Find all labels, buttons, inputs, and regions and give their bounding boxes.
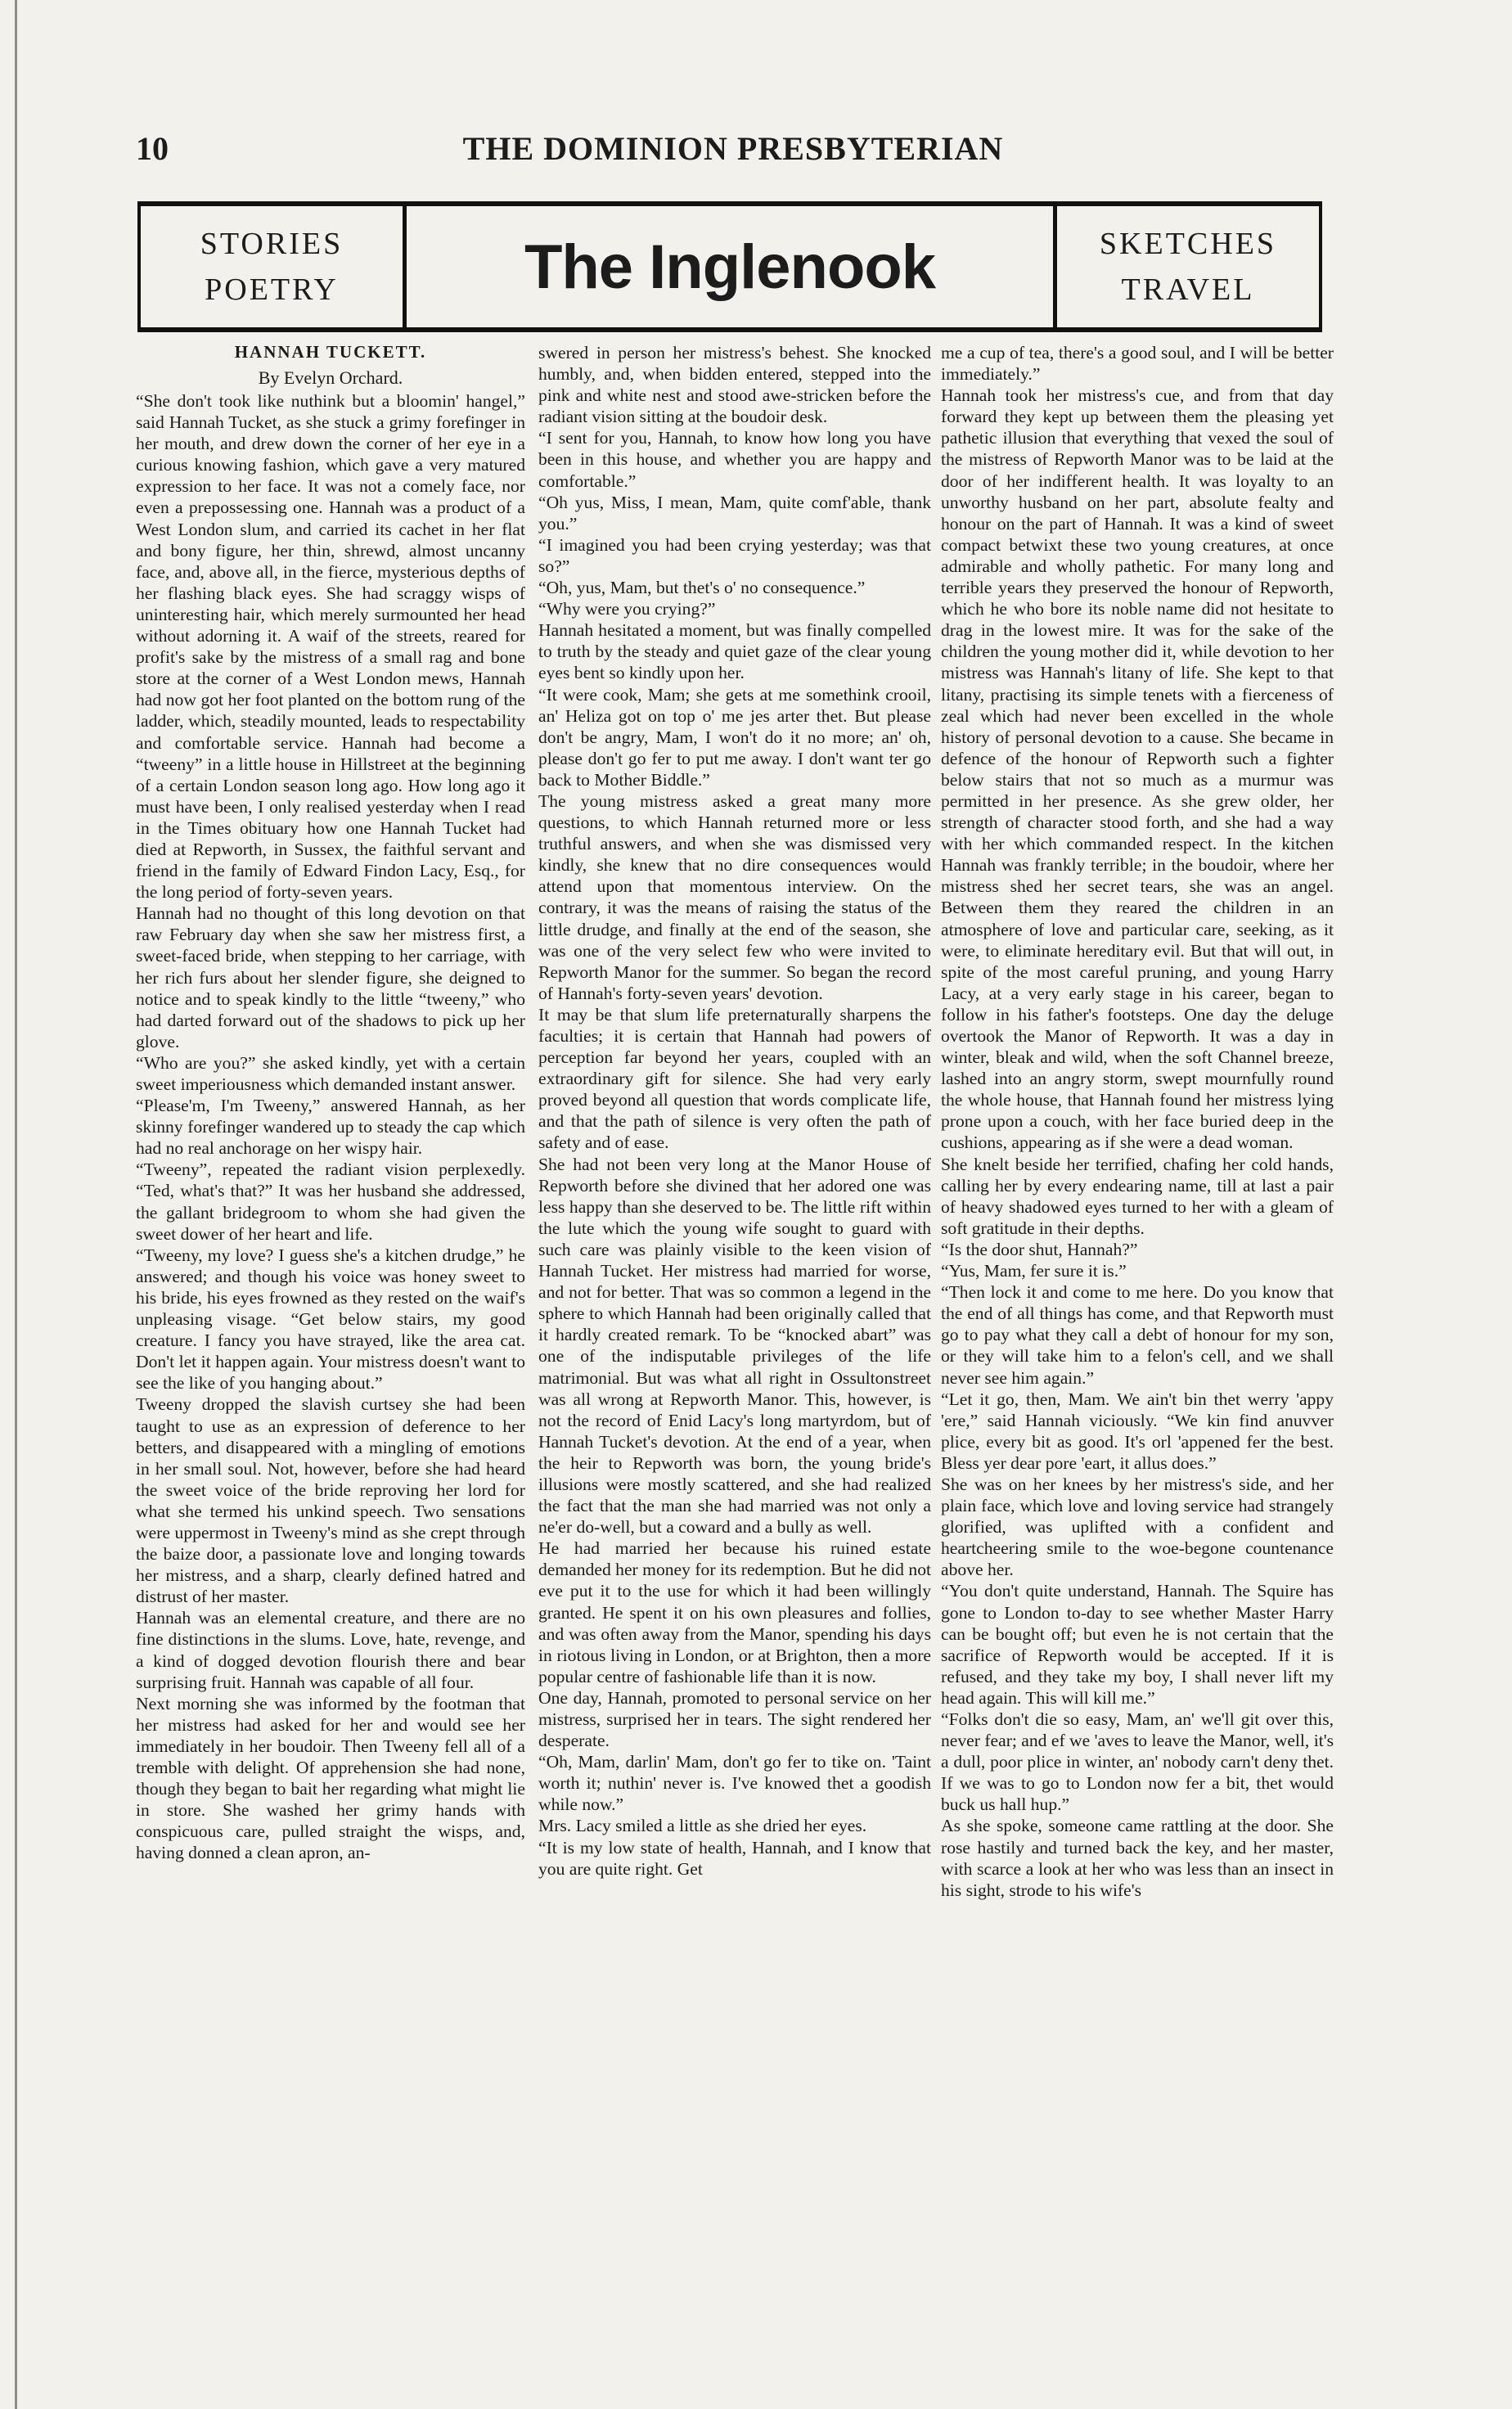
masthead-label-poetry: POETRY [205,272,339,307]
publication-title: THE DOMINION PRESBYTERIAN [462,130,1004,167]
article-column-1 [136,342,525,2273]
story-byline: By Evelyn Orchard. [258,367,403,388]
section-masthead [137,201,1322,332]
story-title: HANNAH TUCKETT. [234,342,427,362]
column-2-text: swered in person her mistress's behest. She knocked humbly, and, when bidden entered, stepped into the pink and white nest and stood awe-stricken before the radiant vision sitting at the boudoir desk. “I sent for you, Hannah, to know how long you have been in this house, and whether you are happy and comfortable.” “Oh yus, Miss, I mean, Mam, quite comf'able, thank you.” “I imagined you had been crying yesterday; was that so?” “Oh, yus, Mam, but thet's o' no consequence.” “Why were you crying?” Hannah hesitated a moment, but was finally compelled to truth by the steady and quiet gaze of the clear young eyes bent so kindly upon her. “It were cook, Mam; she gets at me somethink crooil, an' Heliza got on top o' me jes arter thet. But please don't be angry, Mam, I won't do it no more; an' oh, please don't go fer to put me away. I don't want ter go back to Mother Biddle.” The young mistress asked a great many more questions, to which Hannah returned more or less truthful answers, and when she was dismissed very kindly, she knew that no dire consequences would attend upon that momentous interview. On the contrary, it was the means of raising the status of the little drudge, and finally at the end of the season, she was one of the very select few who were invited to Repworth Manor for the summer. So began the record of Hannah's forty-seven years' devotion. It may be that slum life preternaturally sharpens the faculties; it is certain that Hannah had powers of perception far beyond her years, coupled with an extraordinary gift for silence. She had very early proved beyond all question that words complicate life, and that the path of silence is very often the path of safety and of ease. She had not been very long at the Manor House of Repworth before she divined that her adored one was less happy than she deserved to be. The little rift within the lute which the young wife sought to guard with such care was plainly visible to the keen vision of Hannah Tucket. Her mistress had married for worse, and not for better. That was so common a legend in the sphere to which Hannah had been originally called that it hardly created remark. To be “knocked abart” was one of the indisputable privileges of the life matrimonial. But was what all right in Ossultonstreet was all wrong at Repworth Manor. This, however, is not the record of Enid Lacy's long martyrdom, but of Hannah Tucket's devotion. At the end of a year, when the heir to Repworth was born, the young bride's illusions were mostly scattered, and she had realized the fact that the man she had married was not only a ne'er do-well, but a coward and a bully as well. He had married her because his ruined estate demanded her money for its redemption. But he did not eve put it to the use for which it had been willingly granted. He spent it on his own pleasures and follies, and was often away from the Manor, spending his days in riotous living in London, or at Brighton, then a more popular centre of fashionable life than it is now. One day, Hannah, promoted to personal service on her mistress, surprised her in tears. The sight rendered her desperate. “Oh, Mam, darlin' Mam, don't go fer to tike on. 'Taint worth it; nuthin' never is. I've knowed thet a goodish while now.” Mrs. Lacy smiled a little as she dried her eyes. “It is my low state of health, Hannah, and I know that you are quite right. Get [538,343,931,1879]
column-3-text: me a cup of tea, there's a good soul, and I will be better immediately.” Hannah took her mistress's cue, and from that day forward they kept up between them the pleasing yet pathetic illusion that everything that vexed the soul of the mistress of Repworth Manor was to be laid at the door of her indifferent health. It was loyalty to an unworthy husband on her part, absolute fealty and honour on the part of Hannah. It was a kind of sweet compact betwixt these two young creatures, at once admirable and wholly pathetic. For many long and terrible years they preserved the honour of Repworth, which he who bore its noble name did not hesitate to drag in the lowest mire. It was for the sake of the children the young mother did it, while devotion to her mistress was Hannah's litany of life. She kept to that litany, practising its simple tenets with a fierceness of zeal which had never been excelled in the whole history of personal devotion to a cause. She became in defence of the honour of Repworth such a fighter below stairs that not so much as a murmur was permitted in her presence. As she grew older, her strength of character stood forth, and she had a way with her which commanded respect. In the kitchen Hannah was frankly terrible; in the boudoir, where her mistress shed her secret tears, she was an angel. Between them they reared the children in an atmosphere of love and particular care, seeking, as it were, to eliminate hereditary evil. But that will out, in spite of the most careful pruning, and young Harry Lacy, at a very early stage in his career, began to follow in his father's footsteps. One day the deluge overtook the Manor of Repworth. It was a day in winter, bleak and wild, when the soft Channel breeze, lashed into an angry storm, swept mournfully round the whole house, that Hannah found her mistress lying prone upon a couch, with her face buried deep in the cushions, appearing as if she were a dead woman. She knelt beside her terrified, chafing her cold hands, calling her by every endearing name, till at last a pair of heavy shadowed eyes turned to her with a gleam of soft gratitude in their depths. “Is the door shut, Hannah?” “Yus, Mam, fer sure it is.” “Then lock it and come to me here. Do you know that the end of all things has come, and that Repworth must go to pay what they call a debt of honour for my son, or they will take him to a felon's cell, and we shall never see him again.” “Let it go, then, Mam. We ain't bin thet werry 'appy 'ere,” said Hannah viciously. “We kin find anuvver plice, every bit as good. It's orl 'appened fer the best. Bless yer dear pore 'eart, it allus does.” She was on her knees by her mistress's side, and her plain face, which love and loving service had strangely glorified, was uplifted with a confident and heartcheering smile to the woe-begone countenance above her. “You don't quite understand, Hannah. The Squire has gone to London to-day to see whether Master Harry can be bought off; but even he is not certain that the sacrifice of Repworth would be accepted. If it is refused, and they take my boy, I shall never lift my head again. This will kill me.” “Folks don't die so easy, Mam, an' we'll git over this, never fear; and ef we 'aves to leave the Manor, well, it's a dull, poor plice in winter, an' nobody carn't deny thet. If we was to go to London now fer a bit, thet would buck us hall hup.” As she spoke, someone came rattling at the door. She rose hastily and turned back the key, and her master, with scarce a look at her who was less than an insect in his sight, strode to his wife's [941,343,1334,1900]
page-edge-rule [15,0,17,2409]
column-1-text: “She don't took like nuthink but a bloomin' hangel,” said Hannah Tucket, as she stuck a grimy forefinger in her mouth, and drew down the corner of her eye in a curious knowing fashion, which gave a very matured expression to her face. It was not a comely face, nor even a prepossessing one. Hannah was a product of a West London slum, and carried its cachet in her flat and bony figure, her thin, shrewd, almost uncanny face, and, above all, in the fierce, mysterious depths of her flashing black eyes. She had scraggy wisps of uninteresting hair, which merely surmounted her head without adorning it. A waif of the streets, reared for profit's sake by the mistress of a small rag and bone store at the corner of a West London mews, Hannah had now got her foot planted on the bottom rung of the ladder, which, steadily mounted, leads to respectability and comfortable service. Hannah had become a “tweeny” in a little house in Hillstreet at the beginning of a certain London season long ago. How long ago it must have been, I only realised yesterday when I read in the Times obituary how one Hannah Tucket had died at Repworth, in Sussex, the faithful servant and friend in the family of Edward Findon Lacy, Esq., for the long period of forty-seven years. Hannah had no thought of this long devotion on that raw February day when she saw her mistress first, a sweet-faced bride, when stepping to her carriage, with her rich furs about her slender figure, she deigned to notice and to speak kindly to the little “tweeny,” who had darted forward out of the shadows to pick up her glove. “Who are you?” she asked kindly, yet with a certain sweet imperiousness which demanded instant answer. “Please'm, I'm Tweeny,” answered Hannah, as her skinny forefinger wandered up to steady the cap which had no real anchorage on her wispy hair. “Tweeny”, repeated the radiant vision perplexedly. “Ted, what's that?” It was her husband she addressed, the gallant bridegroom to whom she had given the sweet dower of her heart and life. “Tweeny, my love? I guess she's a kitchen drudge,” he answered; and though his voice was honey sweet to his bride, his eyes frowned as they rested on the waif's unpleasing visage. “Get below stairs, my good creature. I fancy you have strayed, like the area cat. Don't let it happen again. Your mistress doesn't want to see the like of you hanging about.” Tweeny dropped the slavish curtsey she had been taught to use as an expression of deference to her betters, and disappeared with a mingling of emotions in her small soul. Not, however, before she had heard the sweet voice of the bride reproving her lord for what she termed his unkind speech. Two sensations were uppermost in Tweeny's mind as she crept through the baize door, a passionate love and longing towards her mistress, and a sharp, clearly defined hatred and distrust of her master. Hannah was an elemental creature, and there are no fine distinctions in the slums. Love, hate, revenge, and a kind of dogged devotion flourish there and bear surprising fruit. Hannah was capable of all four. Next morning she was informed by the footman that her mistress had asked for her and would see her immediately in her boudoir. Then Tweeny fell all of a tremble with delight. Of apprehension she had none, though they began to bait her regarding what might lie in store. She washed her grimy hands with conspicuous care, pulled straight the wisps, and, having donned a clean apron, an- [136,391,525,1863]
article-column-3 [941,342,1334,2273]
masthead-label-sketches: SKETCHES [1099,227,1277,261]
masthead-right-box [1053,206,1319,327]
page-header [136,124,1330,173]
masthead-center [407,206,1053,327]
section-title: The Inglenook [524,232,936,302]
masthead-left-box [141,206,407,327]
masthead-label-stories: STORIES [200,227,344,261]
page-number: 10 [136,130,169,167]
masthead-label-travel: TRAVEL [1121,272,1255,307]
article-column-2 [538,342,931,2273]
